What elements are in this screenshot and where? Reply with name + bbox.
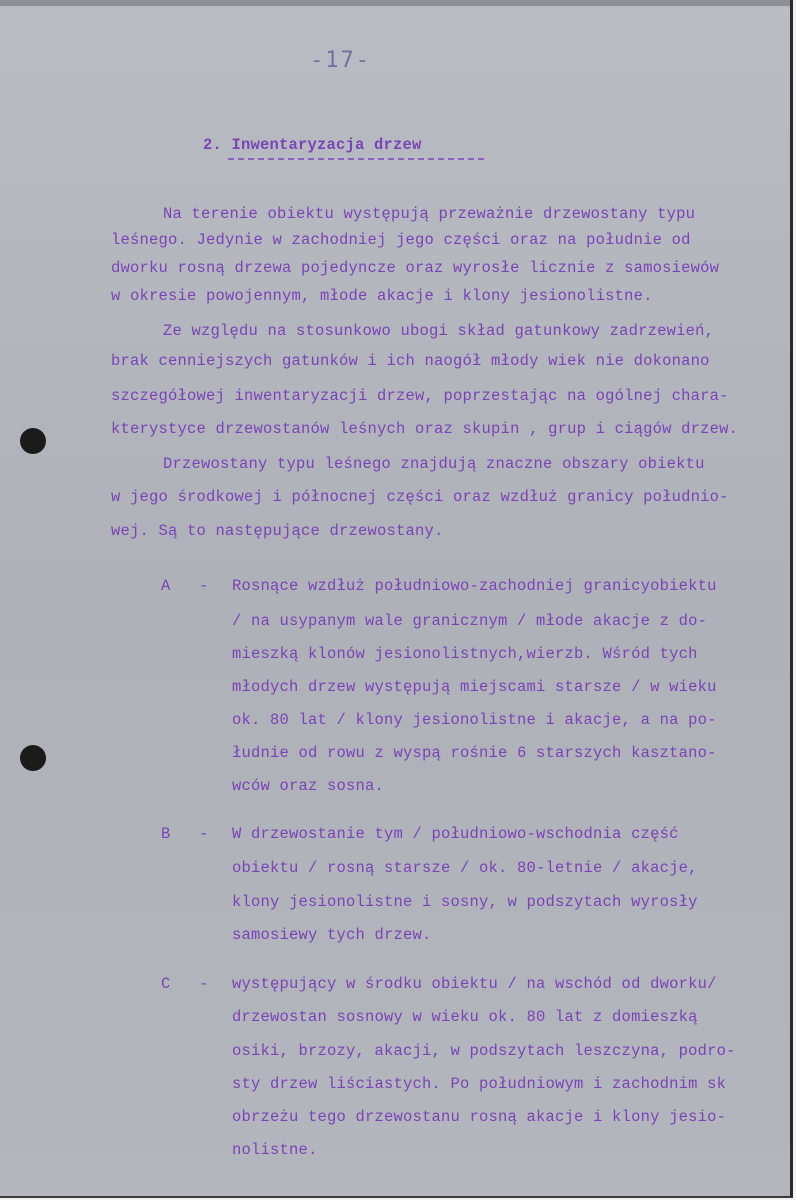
item-a-line: łudnie od rowu z wyspą rośnie 6 starszych kasztano-: [232, 744, 717, 762]
item-a-line: mieszką klonów jesionolistnych,wierzb. Wśród tych: [232, 645, 698, 663]
text-line: Na terenie obiektu występują przeważnie drzewostany typu: [163, 205, 696, 223]
item-letter-a: A: [161, 577, 171, 595]
text-line: kterystyce drzewostanów leśnych oraz skupin , grup i ciągów drzew.: [111, 420, 739, 438]
text-line: brak cenniejszych gatunków i ich naogół młody wiek nie dokonano: [111, 352, 710, 370]
item-a-line: Rosnące wzdłuż południowo-zachodniej granicyobiektu: [232, 577, 717, 595]
punch-hole-bottom: [20, 745, 46, 771]
item-dash: -: [199, 975, 209, 993]
item-a-line: ok. 80 lat / klony jesionolistne i akacje, a na po-: [232, 711, 717, 729]
text-line: Ze względu na stosunkowo ubogi skład gatunkowy zadrzewień,: [163, 322, 715, 340]
item-b-line: W drzewostanie tym / południowo-wschodnia część: [232, 825, 679, 843]
item-b-line: samosiewy tych drzew.: [232, 926, 432, 944]
item-dash: -: [199, 577, 209, 595]
text-line: szczegółowej inwentaryzacji drzew, poprzestając na ogólnej chara-: [111, 387, 729, 405]
item-a-line: młodych drzew występują miejscami starsze / w wieku: [232, 678, 717, 696]
item-c-line: obrzeżu tego drzewostanu rosną akacje i klony jesio-: [232, 1108, 727, 1126]
item-c-line: osiki, brzozy, akacji, w podszytach leszczyna, podro-: [232, 1042, 736, 1060]
item-a-line: wców oraz sosna.: [232, 777, 385, 795]
punch-hole-top: [20, 428, 46, 454]
item-dash: -: [199, 825, 209, 843]
text-line: dworku rosną drzewa pojedyncze oraz wyrosłe licznie z samosiewów: [111, 259, 720, 277]
item-letter-b: B: [161, 825, 171, 843]
section-heading: 2. Inwentaryzacja drzew: [203, 136, 422, 154]
text-line: Drzewostany typu leśnego znajdują znaczne obszary obiektu: [163, 455, 705, 473]
page-number: -17-: [310, 48, 371, 73]
text-line: w jego środkowej i północnej części oraz wzdłuż granicy południo-: [111, 488, 729, 506]
item-letter-c: C: [161, 975, 171, 993]
item-c-line: drzewostan sosnowy w wieku ok. 80 lat z domieszką: [232, 1008, 698, 1026]
item-b-line: klony jesionolistne i sosny, w podszytach wyrosły: [232, 893, 698, 911]
item-c-line: nolistne.: [232, 1141, 318, 1159]
page-top-edge: [0, 0, 790, 6]
item-c-line: sty drzew liściastych. Po południowym i zachodnim sk: [232, 1075, 727, 1093]
item-a-line: / na usypanym wale granicznym / młode akacje z do-: [232, 612, 708, 630]
text-line: w okresie powojennym, młode akacje i klony jesionolistne.: [111, 287, 653, 305]
item-c-line: występujący w środku obiektu / na wschód od dworku/: [232, 975, 717, 993]
text-line: wej. Są to następujące drzewostany.: [111, 522, 444, 540]
item-b-line: obiektu / rosną starsze / ok. 80-letnie / akacje,: [232, 859, 698, 877]
text-line: leśnego. Jedynie w zachodniej jego części oraz na południe od: [111, 231, 691, 249]
heading-underline: [228, 158, 484, 160]
